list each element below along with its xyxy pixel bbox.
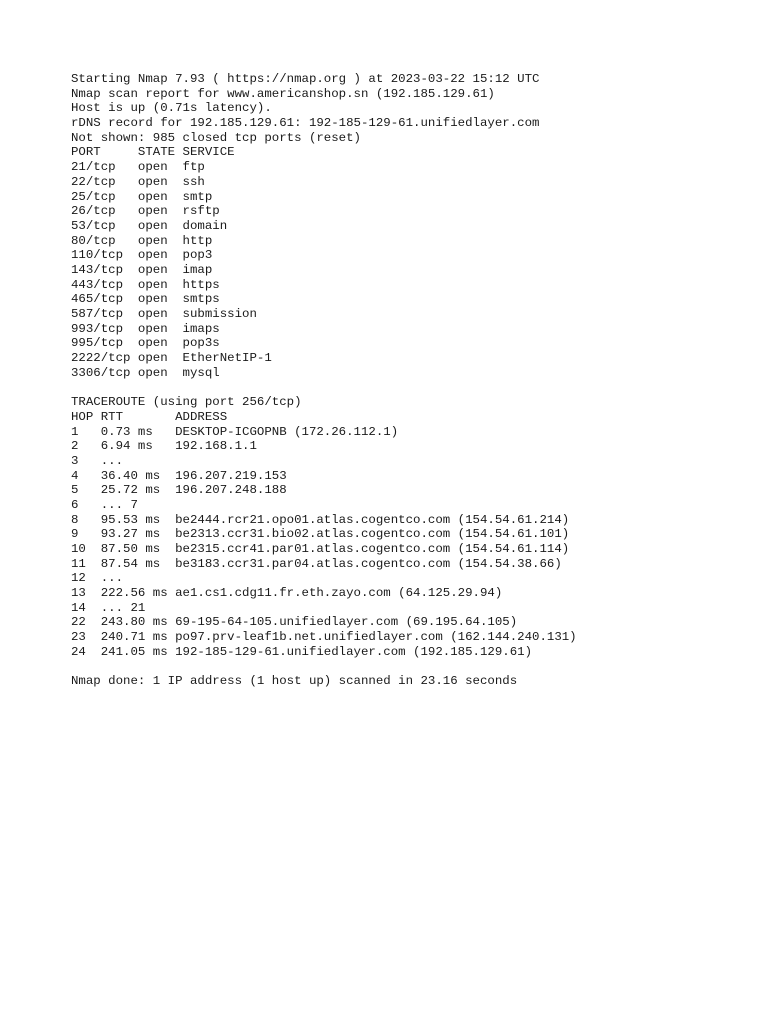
spacer xyxy=(71,660,577,675)
port-row: 465/tcp open smtps xyxy=(71,292,220,307)
traceroute-section xyxy=(71,395,577,659)
hop-row: 4 36.40 ms 196.207.219.153 xyxy=(71,468,287,483)
port-row: 53/tcp open domain xyxy=(71,218,228,233)
hop-row: 6 ... 7 xyxy=(71,497,138,512)
hop-row: 2 6.94 ms 192.168.1.1 xyxy=(71,439,257,454)
port-row: 22/tcp open ssh xyxy=(71,174,205,189)
port-row: 80/tcp open http xyxy=(71,233,213,248)
port-row: 110/tcp open pop3 xyxy=(71,248,213,263)
hop-row: 13 222.56 ms ae1.cs1.cdg11.fr.eth.zayo.com (64.125.29.94) xyxy=(71,586,503,601)
traceroute-title: TRACEROUTE (using port 256/tcp) xyxy=(71,395,302,410)
hop-row: 14 ... 21 xyxy=(71,600,146,615)
port-row: 21/tcp open ftp xyxy=(71,160,205,175)
ports-table xyxy=(71,145,577,380)
hop-row: 12 ... xyxy=(71,571,124,586)
port-row: 3306/tcp open mysql xyxy=(71,365,220,380)
start-line: Starting Nmap 7.93 ( https://nmap.org ) at 2023-03-22 15:12 UTC xyxy=(71,72,540,86)
spacer xyxy=(71,380,577,395)
hop-row: 5 25.72 ms 196.207.248.188 xyxy=(71,483,287,498)
not-shown-line: Not shown: 985 closed tcp ports (reset) xyxy=(71,130,361,145)
scan-summary: Nmap done: 1 IP address (1 host up) scanned in 23.16 seconds xyxy=(71,674,518,689)
port-row: 587/tcp open submission xyxy=(71,307,257,321)
nmap-output xyxy=(71,72,577,689)
hop-row: 24 241.05 ms 192-185-129-61.unifiedlayer.com (192.185.129.61) xyxy=(71,644,533,659)
ports-table-header: PORT STATE SERVICE xyxy=(71,145,235,160)
host-status-line: Host is up (0.71s latency). xyxy=(71,101,272,116)
port-row: 143/tcp open imap xyxy=(71,262,213,277)
report-line: Nmap scan report for www.americanshop.sn (192.185.129.61) xyxy=(71,86,495,101)
hop-row: 10 87.50 ms be2315.ccr41.par01.atlas.cogentco.com (154.54.61.114) xyxy=(71,542,570,556)
port-row: 443/tcp open https xyxy=(71,277,220,292)
port-row: 995/tcp open pop3s xyxy=(71,336,220,351)
port-row: 25/tcp open smtp xyxy=(71,189,213,204)
hop-row: 8 95.53 ms be2444.rcr21.opo01.atlas.cogentco.com (154.54.61.214) xyxy=(71,512,570,527)
port-row: 26/tcp open rsftp xyxy=(71,204,220,219)
hop-row: 22 243.80 ms 69-195-64-105.unifiedlayer.com (69.195.64.105) xyxy=(71,615,518,630)
hop-row: 3 ... xyxy=(71,453,124,468)
scan-header xyxy=(71,72,577,145)
traceroute-header: HOP RTT ADDRESS xyxy=(71,409,228,424)
port-row: 2222/tcp open EtherNetIP-1 xyxy=(71,351,272,366)
hop-row: 1 0.73 ms DESKTOP-ICGOPNB (172.26.112.1) xyxy=(71,424,399,439)
hop-row: 9 93.27 ms be2313.ccr31.bio02.atlas.cogentco.com (154.54.61.101) xyxy=(71,527,570,542)
hop-row: 11 87.54 ms be3183.ccr31.par04.atlas.cogentco.com (154.54.38.66) xyxy=(71,556,562,571)
port-row: 993/tcp open imaps xyxy=(71,321,220,336)
rdns-line: rDNS record for 192.185.129.61: 192-185-129-61.unifiedlayer.com xyxy=(71,116,540,131)
hop-row: 23 240.71 ms po97.prv-leaf1b.net.unifiedlayer.com (162.144.240.131) xyxy=(71,630,577,645)
